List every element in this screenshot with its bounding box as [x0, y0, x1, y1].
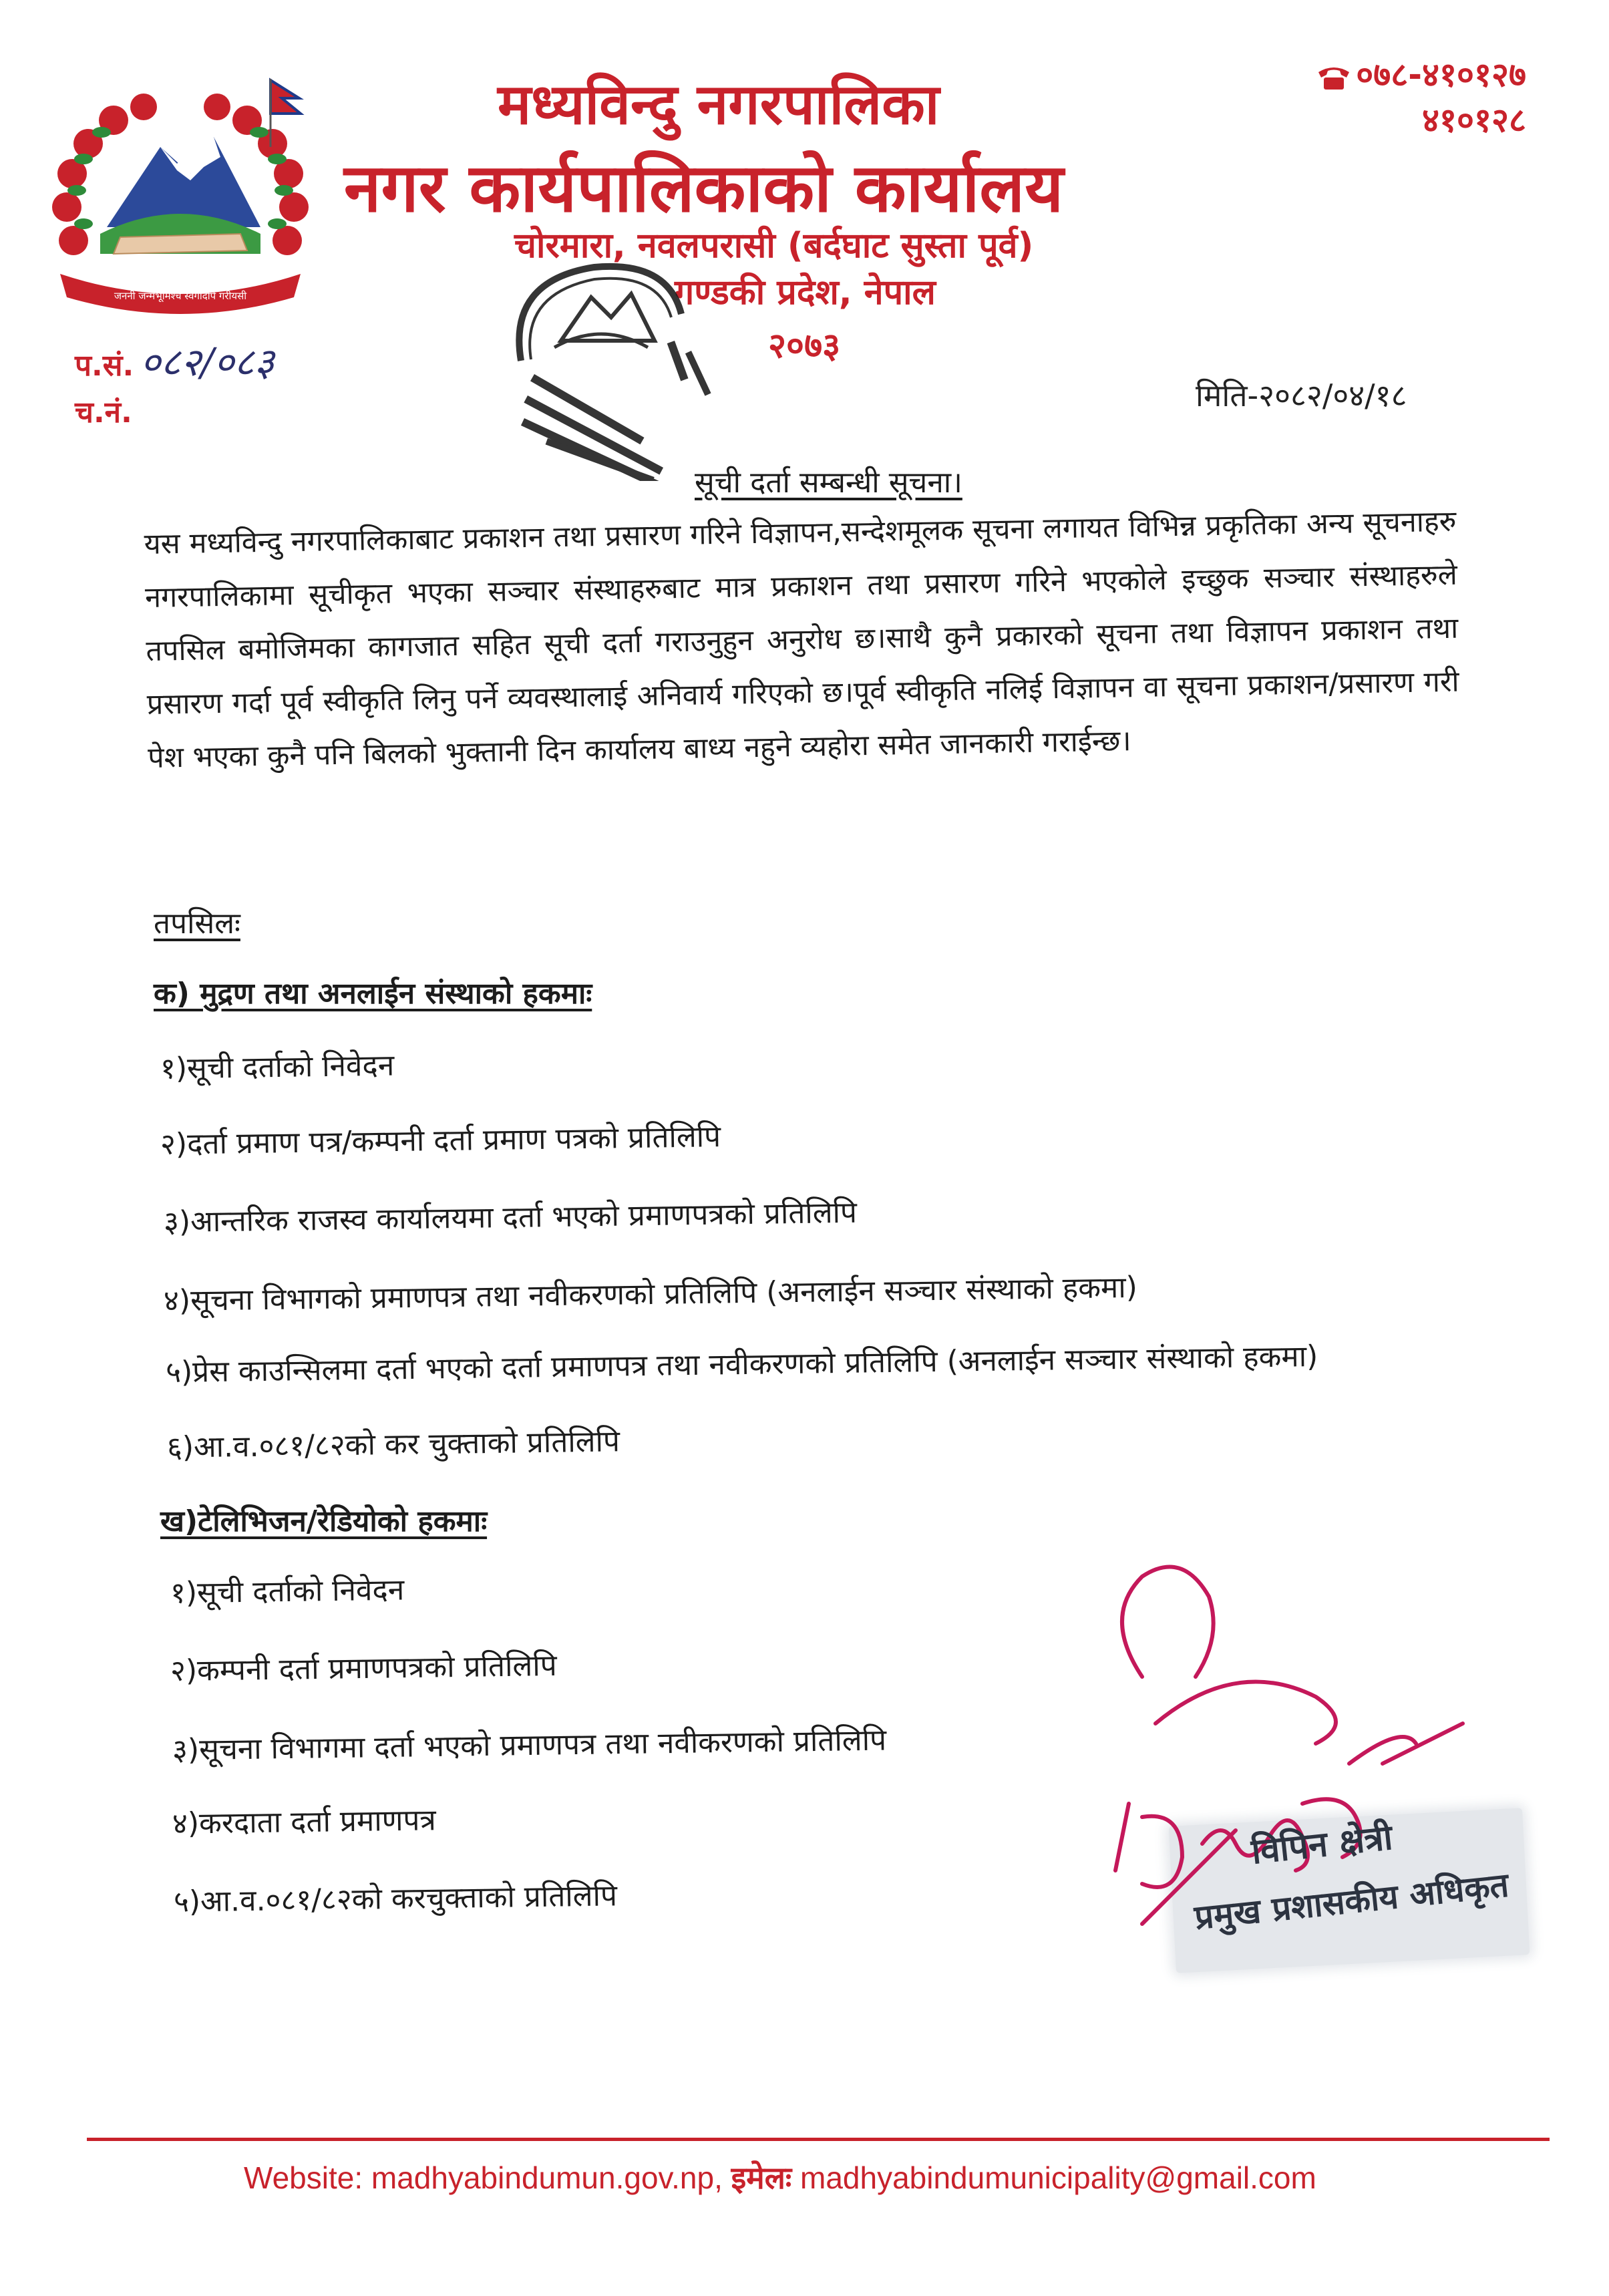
notice-subject: सूची दर्ता सम्बन्धी सूचना। [695, 466, 962, 500]
phone-number-2: ४१०१२८ [1422, 101, 1526, 140]
phone-block [1279, 52, 1526, 143]
ps-value: ०८२/०८३ [140, 339, 275, 385]
section-kha-item: २)कम्पनी दर्ता प्रमाणपत्रको प्रतिलिपि [170, 1648, 558, 1689]
office-province: गण्डकी प्रदेश, नेपाल [675, 273, 936, 313]
telephone-icon [1316, 64, 1352, 91]
notice-date: मिति-२०८२/०४/१८ [1196, 377, 1407, 414]
phone-number-1: ०७८-४१०१२७ [1356, 55, 1526, 94]
section-ka-item: १)सूची दर्ताको निवेदन [160, 1048, 395, 1086]
nepal-emblem-icon [47, 73, 314, 327]
section-kha-item: ४)करदाता दर्ता प्रमाणपत्र [172, 1803, 437, 1841]
office-stamp-icon [481, 240, 748, 481]
footer-contact [244, 2156, 1316, 2198]
email-link[interactable]: madhyabindumunicipality@gmail.com [800, 2160, 1316, 2195]
section-ka-item: ३)आन्तरिक राजस्व कार्यालयमा दर्ता भएको प्रमाणपत्रको प्रतिलिपि [163, 1195, 858, 1240]
office-address: चोरमारा, नवलपरासी (बर्दघाट सुस्ता पूर्व) [514, 226, 1034, 266]
section-kha-item: ५)आ.व.०८१/८२को करचुक्ताको प्रतिलिपि [173, 1878, 618, 1919]
section-kha-title: ख)टेलिभिजन/रेडियोको हकमाः [160, 1504, 488, 1538]
ps-label: प.सं. [75, 349, 134, 383]
signatory-name: विपिन क्षेत्री [1249, 1817, 1395, 1872]
reference-number [75, 334, 275, 387]
section-kha-item: १)सूची दर्ताको निवेदन [170, 1573, 405, 1611]
section-ka-item: ६)आ.व.०८१/८२को कर चुक्ताको प्रतिलिपि [166, 1424, 620, 1465]
website-link[interactable]: madhyabindumun.gov.np, [371, 2160, 723, 2195]
dispatch-number-label: च.नं. [75, 395, 132, 430]
signatory-title: प्रमुख प्रशासकीय अधिकृत [1192, 1865, 1511, 1937]
email-label: इमेलः [731, 2160, 792, 2196]
section-ka-item: २)दर्ता प्रमाण पत्र/कम्पनी दर्ता प्रमाण पत्रको प्रतिलिपि [160, 1120, 721, 1162]
section-ka-item: ४)सूचना विभागको प्रमाणपत्र तथा नवीकरणको प्रतिलिपि (अनलाईन सञ्चार संस्थाको हकमा) [163, 1270, 1138, 1319]
office-name: नगर कार्यपालिकाको कार्यालय [344, 149, 1064, 227]
details-heading: तपसिलः [154, 907, 240, 941]
section-kha-item: ३)सूचना विभागमा दर्ता भएको प्रमाणपत्र तथा नवीकरणको प्रतिलिपि [172, 1723, 887, 1768]
office-year: २०७३ [768, 326, 841, 366]
section-ka-title: क) मुद्रण तथा अनलाईन संस्थाको हकमाः [154, 977, 592, 1011]
section-ka-item: ५)प्रेस काउन्सिलमा दर्ता भएको दर्ता प्रमाणपत्र तथा नवीकरणको प्रतिलिपि (अनलाईन सञ्चार संस्थाको हकमा) [165, 1339, 1318, 1390]
emblem-caption: जननी जन्मभूमिश्च स्वर्गादपि गरीयसी [114, 290, 247, 302]
footer-divider [87, 2138, 1550, 2141]
municipality-name: मध्यविन्दु नगरपालिका [498, 71, 940, 137]
notice-paragraph: यस मध्यविन्दु नगरपालिकाबाट प्रकाशन तथा प्रसारण गरिने विज्ञापन,सन्देशमूलक सूचना लगायत विभिन्न प्रकृतिका अन्य सूचनाहरु नगरपालिकामा सूचीकृत भएका सञ्चार संस्थाहरुबाट मात्र प्रकाशन तथा प्रसारण गरिने भएकोले इच्छुक सञ्चार संस्थाहरुले तपसिल बमोजिमका कागजात सहित सूची दर्ता गराउनुहुन अनुरोध छ।साथै कुनै प्रकारको सूचना तथा विज्ञापन प्रकाशन तथा प्रसारण गर्दा पूर्व स्वीकृति लिनु पर्ने व्यवस्थालाई अनिवार्य गरिएको छ।पूर्व स्वीकृति नलिई विज्ञापन वा सूचना प्रकाशन/प्रसारण गरी पेश भएका कुनै पनि बिलको भुक्तानी दिन कार्यालय बाध्य नहुने व्यहोरा समेत जानकारी गराईन्छ। [144, 504, 1460, 775]
website-label: Website: [244, 2160, 363, 2195]
